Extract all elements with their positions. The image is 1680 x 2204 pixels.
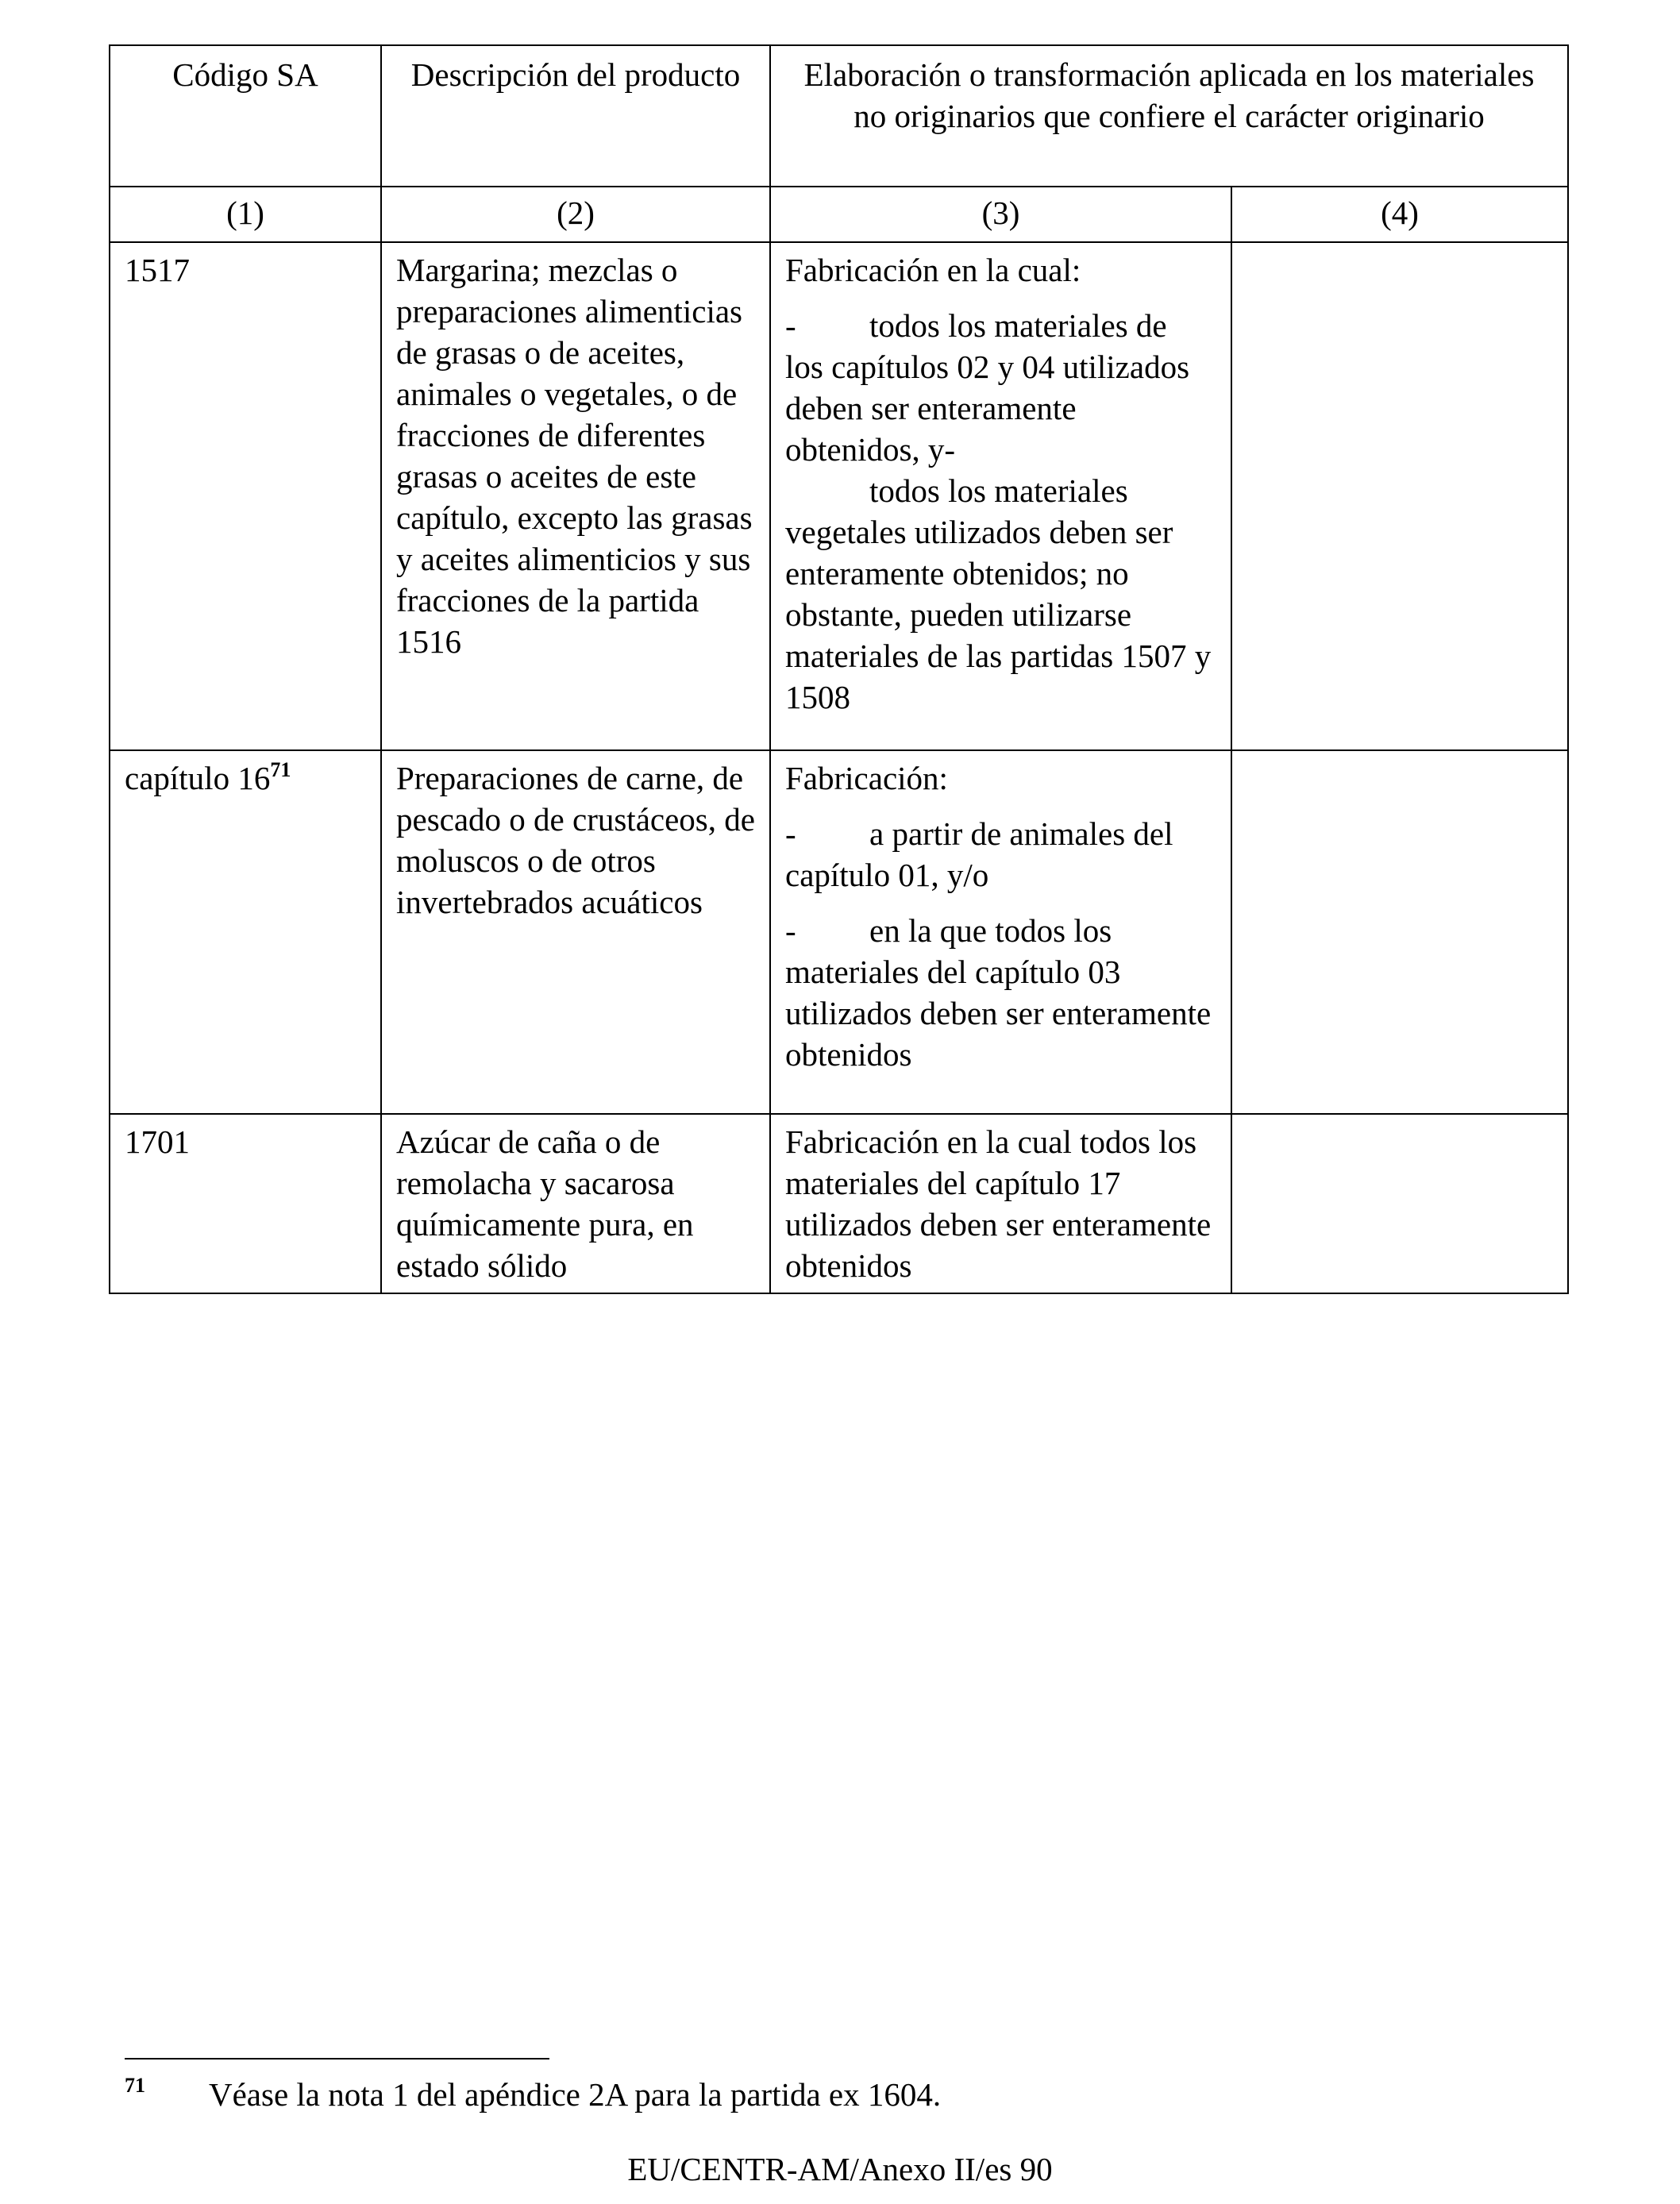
list-dash: - — [785, 815, 796, 852]
column-4-cell — [1231, 1114, 1568, 1293]
rule-item-rest: capítulo 01, y/o — [785, 857, 989, 893]
rule-item — [785, 910, 1216, 1075]
rules-of-origin-table — [109, 44, 1569, 1294]
column-number-1: (1) — [110, 187, 381, 242]
hs-code-cell — [110, 1114, 381, 1293]
rule-cell — [770, 750, 1231, 1114]
footnote-text: Véase la nota 1 del apéndice 2A para la partida ex 1604. — [209, 2076, 942, 2113]
list-dash: - — [785, 912, 796, 949]
table-row — [110, 242, 1568, 750]
rule-item — [785, 305, 1216, 470]
description-cell: Margarina; mezclas o preparaciones alimenticias de grasas o de aceites, animales o vegetales, o de fracciones de diferentes grasas o aceites de este capítulo, excepto las grasas y aceites alimenticios y sus fracciones de la partida 1516 — [381, 242, 770, 750]
rule-item-rest: vegetales utilizados deben ser enteramente obtenidos; no obstante, pueden utilizarse materiales de las partidas 1507 y 1508 — [785, 514, 1212, 715]
footnote-mark: 71 — [125, 2074, 145, 2097]
header-row — [110, 45, 1568, 187]
hs-code: capítulo 16 — [125, 760, 271, 796]
rule-intro: Fabricación en la cual: — [785, 252, 1081, 288]
column-number-2: (2) — [381, 187, 770, 242]
rule-item — [785, 813, 1216, 896]
rule-item-lead: a partir de animales del — [869, 815, 1173, 852]
column-number-3: (3) — [770, 187, 1231, 242]
description-cell: Azúcar de caña o de remolacha y sacarosa químicamente pura, en estado sólido — [381, 1114, 770, 1293]
list-dash: - — [785, 307, 796, 344]
column-4-cell — [1231, 242, 1568, 750]
page-footer: EU/CENTR-AM/Anexo II/es 90 — [627, 2151, 1053, 2187]
rule-intro: Fabricación: — [785, 760, 948, 796]
column-number-row — [110, 187, 1568, 242]
rule-item-lead: todos los materiales de — [869, 307, 1167, 344]
hs-code-cell — [110, 242, 381, 750]
rule-item-lead: en la que todos los — [869, 912, 1112, 949]
table-row — [110, 1114, 1568, 1293]
rule-item-lead: todos los materiales — [869, 472, 1128, 509]
rule-item-rest: los capítulos 02 y 04 utilizados deben ser enteramente obtenidos, y- — [785, 349, 1190, 468]
table-row — [110, 750, 1568, 1114]
hs-code: 1701 — [125, 1123, 190, 1160]
rule-item-rest: materiales del capítulo 03 utilizados deben ser enteramente obtenidos — [785, 954, 1212, 1073]
rule-item — [785, 470, 1216, 718]
header-hs-code: Código SA — [110, 45, 381, 187]
hs-code-cell — [110, 750, 381, 1114]
column-4-cell — [1231, 750, 1568, 1114]
rule-cell — [770, 242, 1231, 750]
header-processing-rule: Elaboración o transformación aplicada en los materiales no originarios que confiere el carácter originario — [770, 45, 1568, 187]
column-number-4: (4) — [1231, 187, 1568, 242]
footnote-reference[interactable]: 71 — [270, 758, 291, 781]
rule-cell: Fabricación en la cual todos los materiales del capítulo 17 utilizados deben ser enteramente obtenidos — [770, 1114, 1231, 1293]
footnote-separator — [125, 2058, 549, 2060]
header-product-description: Descripción del producto — [381, 45, 770, 187]
hs-code: 1517 — [125, 252, 190, 288]
description-cell: Preparaciones de carne, de pescado o de crustáceos, de moluscos o de otros invertebrados acuáticos — [381, 750, 770, 1114]
